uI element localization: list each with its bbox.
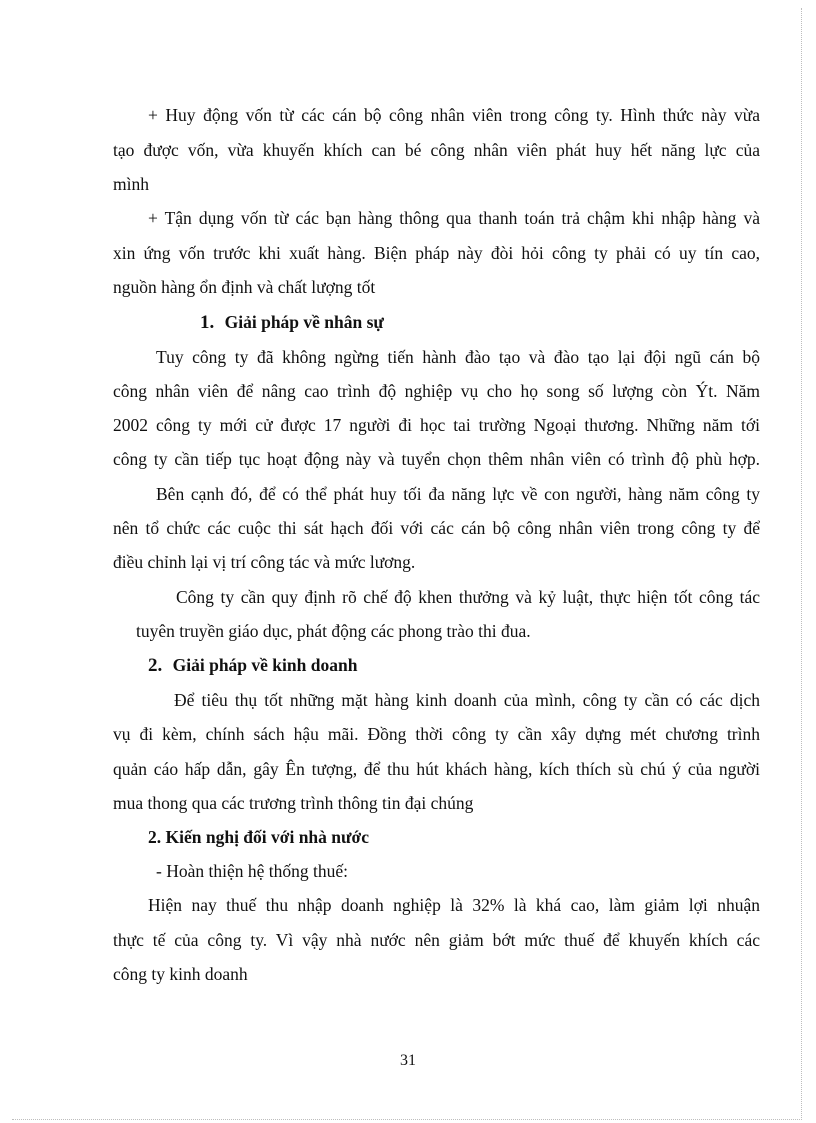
paragraph-line: tuyên truyền giáo dục, phát động các phong trào thi đua. <box>136 621 531 641</box>
paragraph-line: mình <box>113 174 149 194</box>
heading-number: 1. <box>200 312 215 333</box>
paragraph-line: xin ứng vốn trước khi xuất hàng. Biện pháp này đòi hỏi công ty phải có uy tín cao, <box>113 243 760 263</box>
paragraph-line: công ty cần tiếp tục hoạt động này và tuyển chọn thêm nhân viên có trình độ phù hợp. <box>113 449 760 469</box>
paragraph-line: vụ đi kèm, chính sách hậu mãi. Đồng thời công ty cần xây dựng mét chương trình <box>113 724 760 744</box>
paragraph-line: Hiện nay thuế thu nhập doanh nghiệp là 32% là khá cao, làm giảm lợi nhuận <box>148 895 760 915</box>
paragraph-line: điều chỉnh lại vị trí công tác và mức lương. <box>113 552 416 572</box>
paragraph-line: Để tiêu thụ tốt những mặt hàng kinh doanh của mình, công ty cần có các dịch <box>174 690 760 710</box>
paragraph-line: + Huy động vốn từ các cán bộ công nhân viên trong công ty. Hình thức này vừa <box>148 105 760 125</box>
paragraph-line: Công ty cần quy định rõ chế độ khen thưởng và kỷ luật, thực hiện tốt công tác <box>176 587 760 607</box>
section-heading: 2. Kiến nghị đối với nhà nước <box>148 827 369 847</box>
paragraph-line: nguồn hàng ổn định và chất lượng tốt <box>113 277 376 297</box>
paragraph-line: quản cáo hấp dẫn, gây Ên tượng, để thu hút khách hàng, kích thích sù chú ý của người <box>113 759 760 779</box>
paragraph-line: Bên cạnh đó, để có thể phát huy tối đa năng lực về con người, hàng năm công ty <box>156 484 760 504</box>
page-number: 31 <box>400 1052 416 1069</box>
paragraph-line: nên tổ chức các cuộc thi sát hạch đối với các cán bộ công nhân viên trong công ty để <box>113 518 760 538</box>
paragraph-line: - Hoàn thiện hệ thống thuế: <box>156 861 348 881</box>
section-heading <box>148 654 548 676</box>
paragraph-line: + Tận dụng vốn từ các bạn hàng thông qua thanh toán trả chậm khi nhập hàng và <box>148 208 760 228</box>
paragraph-line: công nhân viên để nâng cao trình độ nghiệp vụ cho họ song số lượng còn Ýt. Năm <box>113 381 760 401</box>
paragraph-line: 2002 công ty mới cử được 17 người đi học tai trường Ngoại thương. Những năm tới <box>113 415 760 435</box>
paragraph-line: Tuy công ty đã không ngừng tiến hành đào tạo và đào tạo lại đội ngũ cán bộ <box>156 347 760 367</box>
paragraph-line: mua thong qua các trương trình thông tin đại chúng <box>113 793 474 813</box>
section-heading <box>200 311 600 333</box>
heading-text: Giải pháp về kinh doanh <box>172 655 358 675</box>
paragraph-line: công ty kinh doanh <box>113 964 248 984</box>
heading-text: Giải pháp về nhân sự <box>224 312 384 332</box>
paragraph-line: tạo được vốn, vừa khuyến khích can bé công nhân viên phát huy hết năng lực của <box>113 140 760 160</box>
paragraph-line: thực tế của công ty. Vì vậy nhà nước nên giảm bớt mức thuế để khuyến khích các <box>113 930 760 950</box>
heading-number: 2. <box>148 655 163 676</box>
